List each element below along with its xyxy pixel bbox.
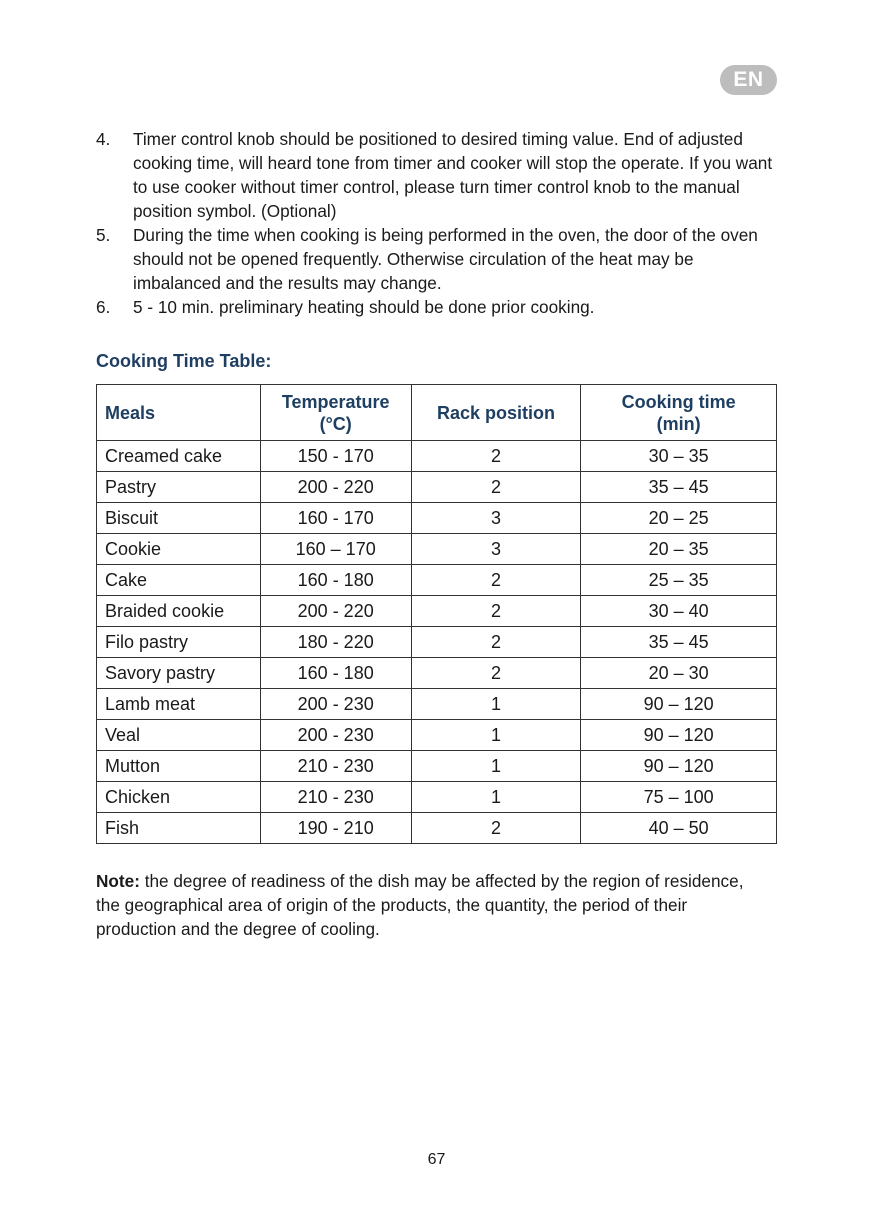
cell-meal: Lamb meat	[97, 689, 261, 720]
header-rack-position: Rack position	[411, 385, 581, 441]
cell-temperature: 190 - 210	[260, 813, 411, 844]
table-row	[97, 565, 777, 596]
cell-cooking-time: 30 – 40	[581, 596, 777, 627]
table-body	[97, 441, 777, 844]
cell-cooking-time: 90 – 120	[581, 720, 777, 751]
table-row	[97, 441, 777, 472]
cell-rack-position: 2	[411, 658, 581, 689]
note-text: the degree of readiness of the dish may be affected by the region of residence, the geographical area of origin of the products, the quantity, the period of their production and the degree of cooling.	[96, 871, 744, 939]
cell-meal: Creamed cake	[97, 441, 261, 472]
list-item-number: 5.	[96, 225, 111, 245]
list-item-text: 5 - 10 min. preliminary heating should be done prior cooking.	[133, 297, 595, 317]
list-item-text: During the time when cooking is being performed in the oven, the door of the oven should not be opened frequently. Otherwise circulation of the heat may be imbalanced and the results may change.	[133, 225, 758, 293]
cell-meal: Biscuit	[97, 503, 261, 534]
table-row	[97, 689, 777, 720]
cell-cooking-time: 90 – 120	[581, 751, 777, 782]
section-title: Cooking Time Table:	[96, 351, 272, 371]
cell-meal: Braided cookie	[97, 596, 261, 627]
cell-meal: Veal	[97, 720, 261, 751]
cell-temperature: 150 - 170	[260, 441, 411, 472]
table-row	[97, 627, 777, 658]
table-row	[97, 596, 777, 627]
cell-rack-position: 2	[411, 441, 581, 472]
list-item	[96, 223, 786, 295]
note-paragraph	[96, 869, 756, 941]
list-item-number: 6.	[96, 297, 111, 317]
cell-meal: Pastry	[97, 472, 261, 503]
list-item-number: 4.	[96, 129, 111, 149]
cell-meal: Chicken	[97, 782, 261, 813]
list-item	[96, 295, 786, 319]
cell-cooking-time: 20 – 30	[581, 658, 777, 689]
cell-temperature: 160 - 170	[260, 503, 411, 534]
cell-temperature: 200 - 220	[260, 596, 411, 627]
cell-cooking-time: 20 – 25	[581, 503, 777, 534]
page-number: 67	[427, 1151, 446, 1168]
note-label: Note:	[96, 871, 140, 891]
table-row	[97, 751, 777, 782]
cell-meal: Cake	[97, 565, 261, 596]
header-cooking-time: Cooking time (min)	[581, 385, 777, 441]
cell-rack-position: 2	[411, 813, 581, 844]
cell-cooking-time: 30 – 35	[581, 441, 777, 472]
cell-rack-position: 3	[411, 503, 581, 534]
table-row	[97, 813, 777, 844]
cell-temperature: 200 - 230	[260, 689, 411, 720]
cell-cooking-time: 35 – 45	[581, 472, 777, 503]
list-item	[96, 127, 786, 223]
cell-cooking-time: 90 – 120	[581, 689, 777, 720]
cell-meal: Savory pastry	[97, 658, 261, 689]
list-item-text: Timer control knob should be positioned to desired timing value. End of adjusted cooking time, will heard tone from timer and cooker will stop the operate. If you want to use cooker without timer control, please turn timer control knob to the manual position symbol. (Optional)	[133, 129, 773, 221]
table-row	[97, 534, 777, 565]
table-row	[97, 720, 777, 751]
cell-rack-position: 3	[411, 534, 581, 565]
cooking-time-table	[96, 384, 777, 844]
cell-cooking-time: 20 – 35	[581, 534, 777, 565]
cell-temperature: 200 - 220	[260, 472, 411, 503]
cell-cooking-time: 75 – 100	[581, 782, 777, 813]
cell-rack-position: 2	[411, 472, 581, 503]
cell-rack-position: 2	[411, 565, 581, 596]
cell-cooking-time: 25 – 35	[581, 565, 777, 596]
cell-temperature: 200 - 230	[260, 720, 411, 751]
cell-temperature: 160 - 180	[260, 658, 411, 689]
cell-cooking-time: 35 – 45	[581, 627, 777, 658]
cell-cooking-time: 40 – 50	[581, 813, 777, 844]
header-meals: Meals	[97, 385, 261, 441]
cell-meal: Cookie	[97, 534, 261, 565]
cell-temperature: 160 - 180	[260, 565, 411, 596]
cell-temperature: 210 - 230	[260, 782, 411, 813]
table-row	[97, 472, 777, 503]
table-row	[97, 658, 777, 689]
cell-temperature: 160 – 170	[260, 534, 411, 565]
cell-rack-position: 1	[411, 689, 581, 720]
cell-meal: Fish	[97, 813, 261, 844]
table-row	[97, 782, 777, 813]
table-header-row	[97, 385, 777, 441]
header-temperature: Temperature (°C)	[260, 385, 411, 441]
language-badge: EN	[720, 65, 777, 95]
cell-meal: Filo pastry	[97, 627, 261, 658]
cell-meal: Mutton	[97, 751, 261, 782]
instruction-list	[96, 127, 786, 319]
cell-rack-position: 1	[411, 751, 581, 782]
cell-rack-position: 1	[411, 720, 581, 751]
cell-rack-position: 2	[411, 596, 581, 627]
cell-rack-position: 1	[411, 782, 581, 813]
cell-rack-position: 2	[411, 627, 581, 658]
cell-temperature: 180 - 220	[260, 627, 411, 658]
cell-temperature: 210 - 230	[260, 751, 411, 782]
table-row	[97, 503, 777, 534]
